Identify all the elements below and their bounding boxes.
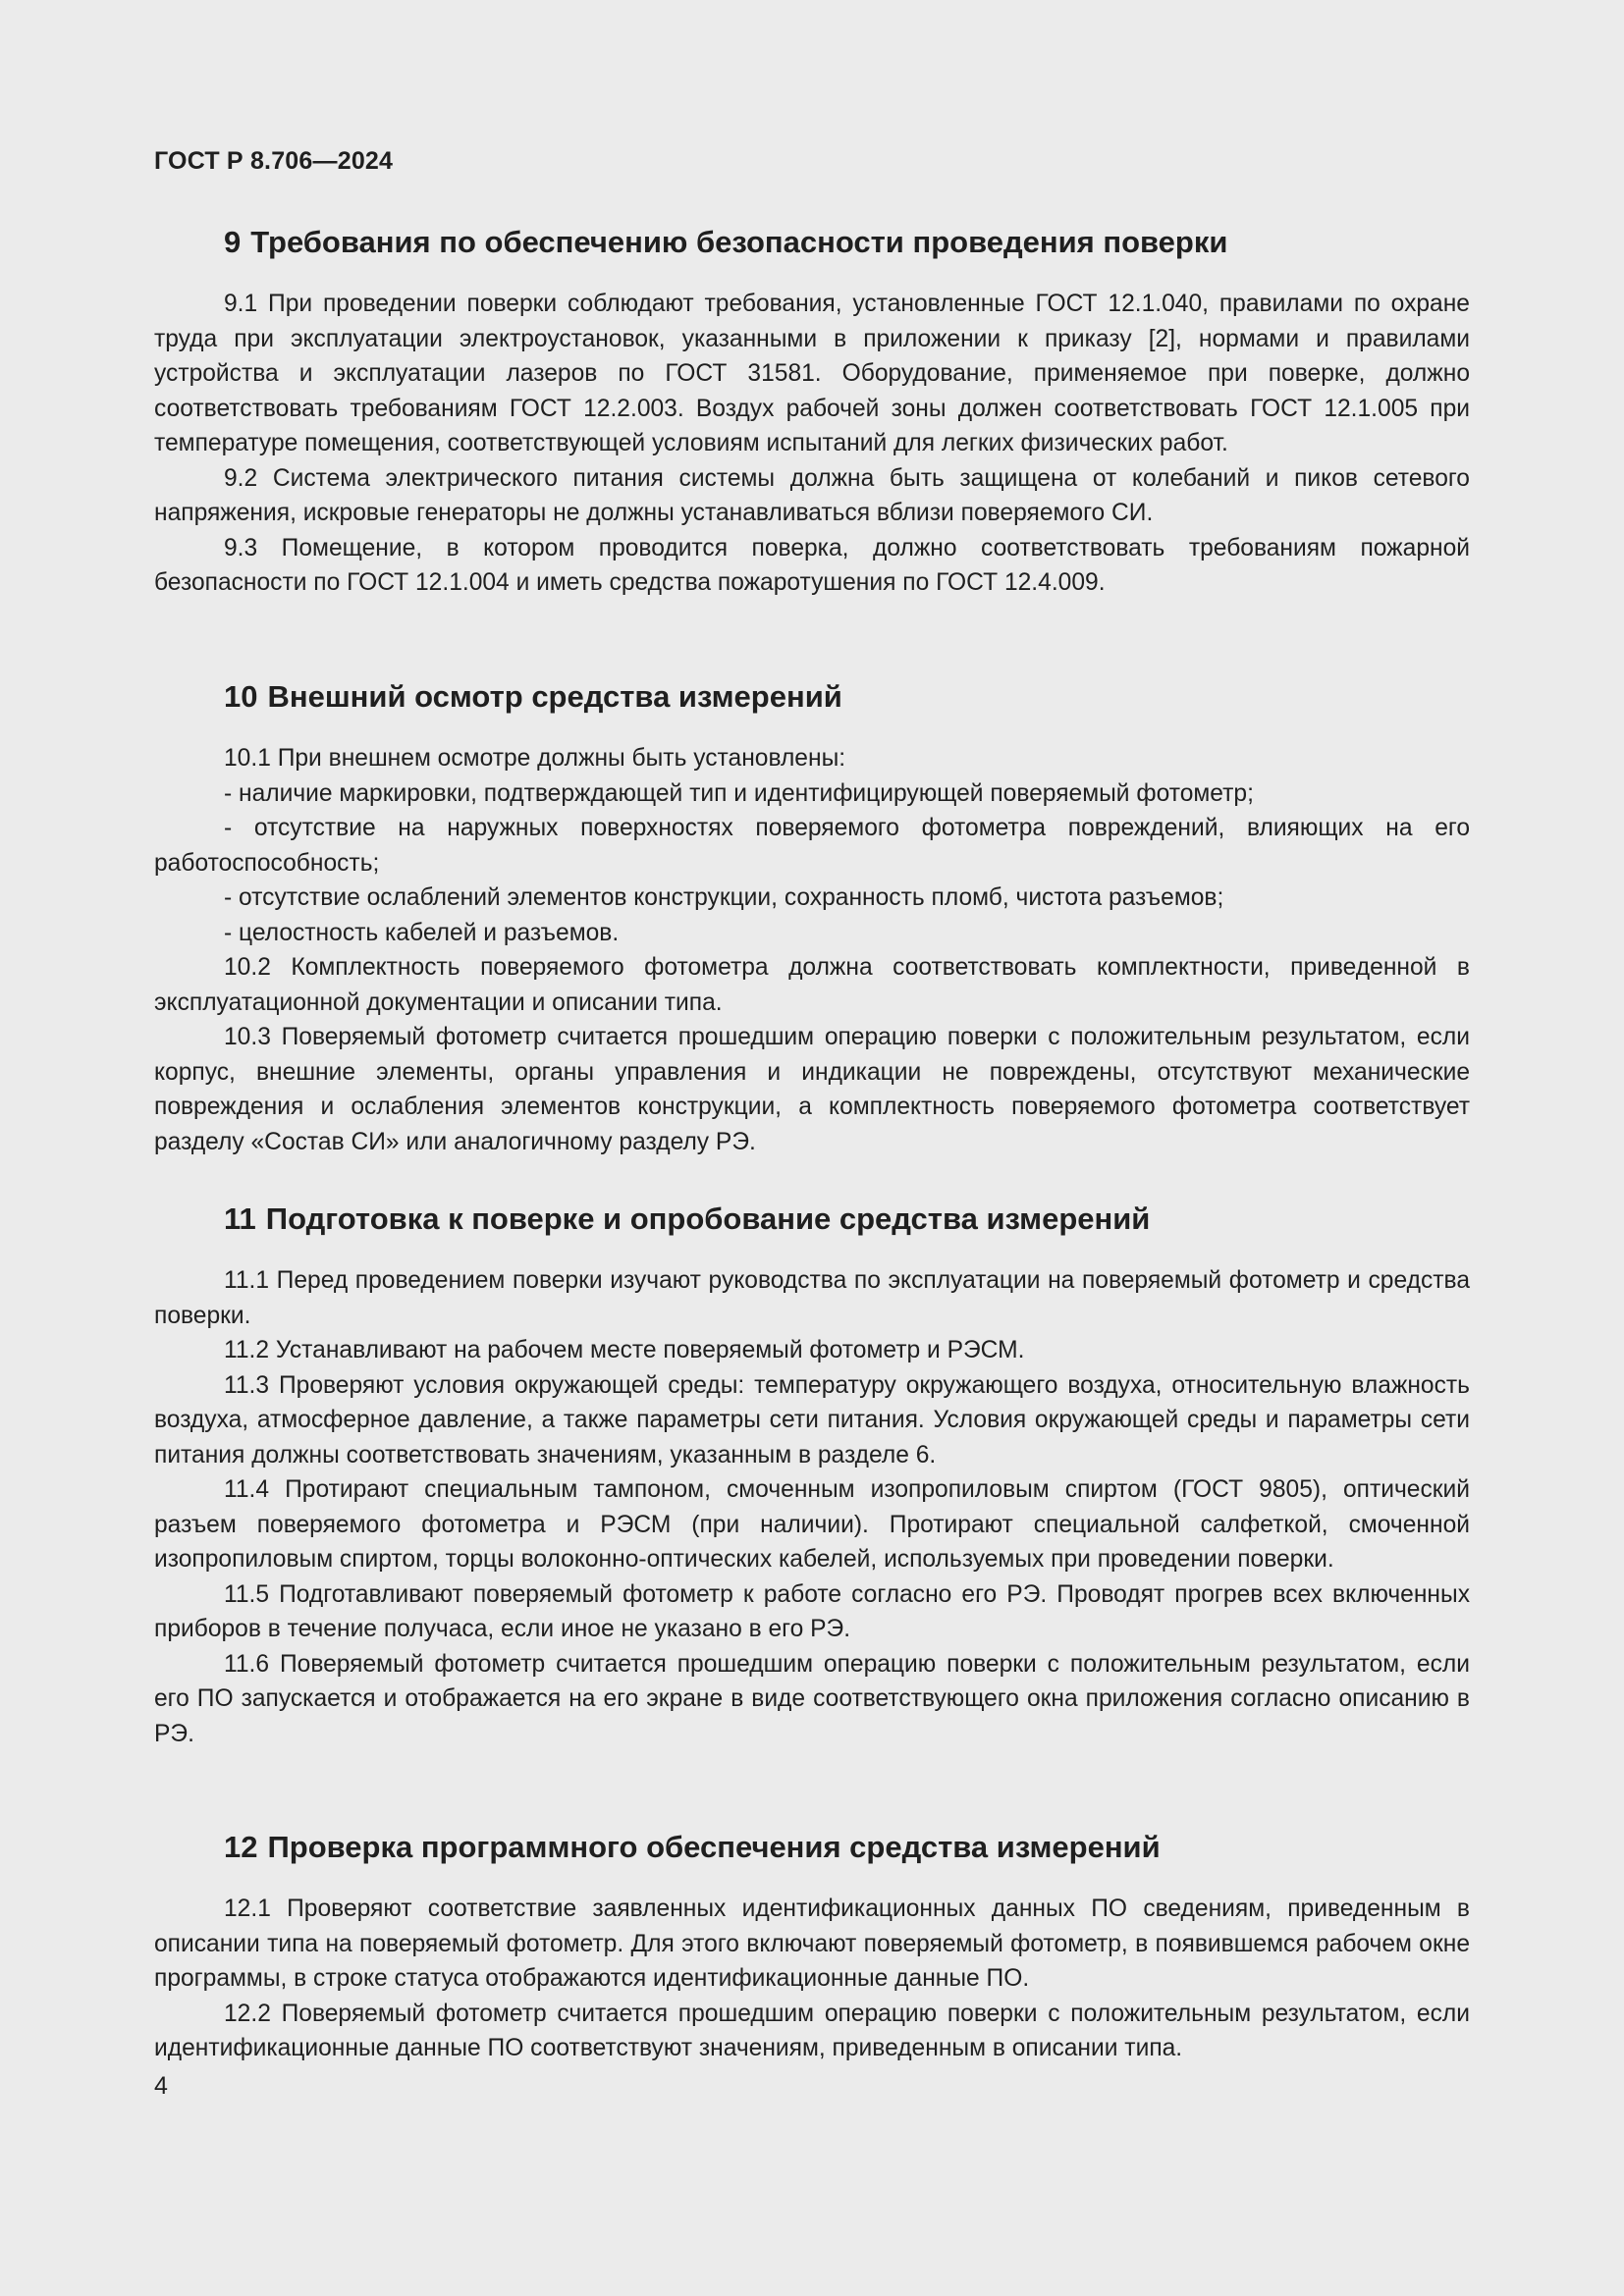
paragraph: 9.1 При проведении поверки соблюдают требования, установленные ГОСТ 12.1.040, правилами по охране труда при эксплуатации электроустановок, указанными в приложении к приказу [2], нормами и правилами устройства и эксплуатации лазеров по ГОСТ 31581. Оборудование, применяемое при поверке, должно соответствовать требованиям ГОСТ 12.2.003. Воздух рабочей зоны должен соответствовать ГОСТ 12.1.005 при температуре помещения, соответствующей условиям испытаний для легких физических работ. [154, 291, 1470, 456]
section-heading [224, 223, 1470, 262]
list-item: - отсутствие ослаблений элементов конструкции, сохранность пломб, чистота разъемов; [224, 884, 1224, 911]
paragraph: 10.3 Поверяемый фотометр считается прошедшим операцию поверки с положительным результатом, если корпус, внешние элементы, органы управления и индикации не повреждены, отсутствуют механические повреждения и ослабления элементов конструкции, а комплектность поверяемого фотометра соответствует разделу «Состав СИ» или аналогичному разделу РЭ. [154, 1024, 1470, 1155]
section-title: Подготовка к поверке и опробование средства измерений [265, 1201, 1151, 1236]
paragraph: 9.2 Система электрического питания системы должна быть защищена от колебаний и пиков сетевого напряжения, искровые генераторы не должны устанавливаться вблизи поверяемого СИ. [154, 464, 1470, 526]
paragraph: 9.3 Помещение, в котором проводится поверка, должно соответствовать требованиям пожарной безопасности по ГОСТ 12.1.004 и иметь средства пожаротушения по ГОСТ 12.4.009. [154, 534, 1470, 596]
section-12 [154, 1828, 1470, 2066]
list-item: - отсутствие на наружных поверхностях поверяемого фотометра повреждений, влияющих на его работоспособность; [154, 815, 1470, 877]
paragraph: 12.1 Проверяют соответствие заявленных идентификационных данных ПО сведениям, приведенным в описании типа на поверяемый фотометр. Для этого включают поверяемый фотометр, в появившемся рабочем окне программы, в строке статуса отображаются идентификационные данные ПО. [154, 1896, 1470, 1992]
section-number: 10 [224, 679, 258, 714]
section-body [154, 287, 1470, 601]
section-body [154, 1263, 1470, 1751]
section-number: 11 [224, 1201, 256, 1236]
section-number: 9 [224, 225, 242, 259]
section-10 [154, 677, 1470, 1159]
section-body [154, 741, 1470, 1159]
section-title: Требования по обеспечению безопасности проведения поверки [250, 225, 1228, 259]
page-number: 4 [154, 2072, 168, 2100]
paragraph: 11.1 Перед проведением поверки изучают руководства по эксплуатации на поверяемый фотометр и средства поверки. [154, 1267, 1470, 1329]
paragraph: 11.2 Устанавливают на рабочем месте поверяемый фотометр и РЭСМ. [224, 1337, 1025, 1363]
list-item: - наличие маркировки, подтверждающей тип и идентифицирующей поверяемый фотометр; [224, 779, 1254, 807]
section-title: Внешний осмотр средства измерений [267, 679, 842, 714]
section-heading [224, 1828, 1470, 1867]
paragraph: 10.2 Комплектность поверяемого фотометра должна соответствовать комплектности, приведенной в эксплуатационной документации и описании типа. [154, 954, 1470, 1016]
paragraph: 11.3 Проверяют условия окружающей среды: температуру окружающего воздуха, относительную влажность воздуха, атмосферное давление, а также параметры сети питания. Условия окружающей среды и параметры сети питания должны соответствовать значениям, указанным в разделе 6. [154, 1371, 1470, 1468]
paragraph: 12.2 Поверяемый фотометр считается прошедшим операцию поверки с положительным результатом, если идентификационные данные ПО соответствуют значениям, приведенным в описании типа. [154, 2000, 1470, 2061]
section-number: 12 [224, 1830, 258, 1864]
section-body [154, 1892, 1470, 2066]
section-11 [154, 1200, 1470, 1751]
paragraph: 11.5 Подготавливают поверяемый фотометр к работе согласно его РЭ. Проводят прогрев всех включенных приборов в течение получаса, если иное не указано в его РЭ. [154, 1580, 1470, 1642]
section-9 [154, 223, 1470, 601]
document-code: ГОСТ Р 8.706—2024 [154, 147, 394, 175]
paragraph: 10.1 При внешнем осмотре должны быть установлены: [224, 745, 846, 772]
section-heading [224, 677, 1470, 717]
section-title: Проверка программного обеспечения средства измерений [267, 1830, 1161, 1864]
paragraph: 11.4 Протирают специальным тампоном, смоченным изопропиловым спиртом (ГОСТ 9805), оптический разъем поверяемого фотометра и РЭСМ (при наличии). Протирают специальной салфеткой, смоченной изопропиловым спиртом, торцы волоконно-оптических кабелей, используемых при проведении поверки. [154, 1476, 1470, 1573]
paragraph: 11.6 Поверяемый фотометр считается прошедшим операцию поверки с положительным результатом, если его ПО запускается и отображается на его экране в виде соответствующего окна приложения согласно описанию в РЭ. [154, 1650, 1470, 1747]
section-heading [224, 1200, 1470, 1239]
list-item: - целостность кабелей и разъемов. [224, 919, 620, 946]
